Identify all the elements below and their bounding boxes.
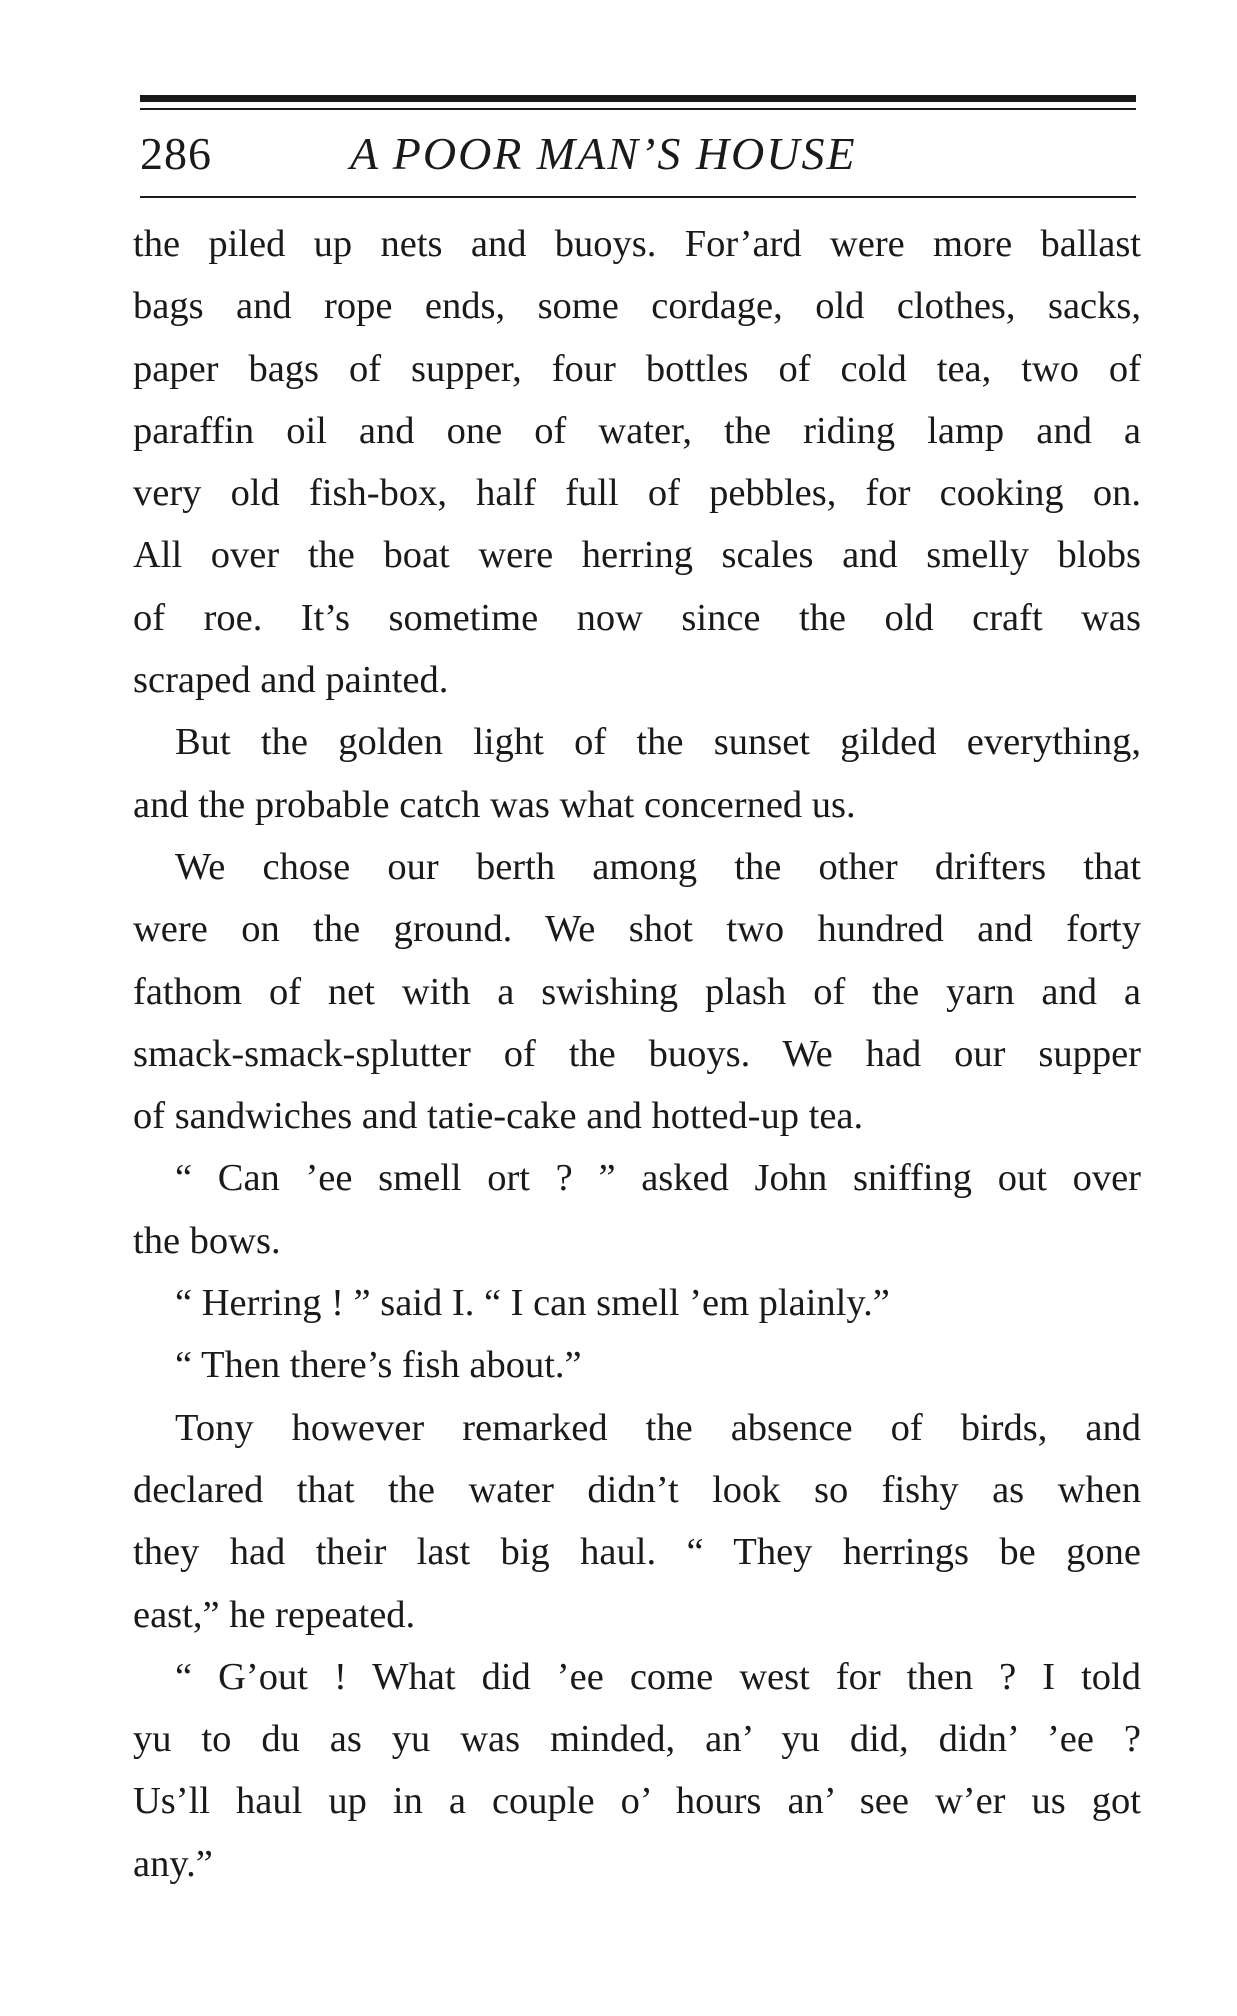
text-line: Us’ll haul up in a couple o’ hours an’ see w’er us got xyxy=(133,1780,1141,1823)
text-line: “ Herring ! ” said I. “ I can smell ’em plainly.” xyxy=(175,1282,890,1325)
text-line: declared that the water didn’t look so fishy as when xyxy=(133,1468,1141,1511)
text-line: any.” xyxy=(133,1842,213,1885)
text-line: fathom of net with a swishing plash of the yarn and a xyxy=(133,970,1141,1013)
text-line: All over the boat were herring scales and smelly blobs xyxy=(133,534,1141,577)
text-line: But the golden light of the sunset gilded everything, xyxy=(175,721,1141,764)
header-rule-thick xyxy=(140,95,1136,102)
text-line: the piled up nets and buoys. For’ard were more ballast xyxy=(133,223,1141,265)
body-text xyxy=(133,213,1141,1895)
text-line: the bows. xyxy=(133,1219,281,1262)
text-line: We chose our berth among the other drifters that xyxy=(175,845,1141,888)
text-line: Tony however remarked the absence of birds, and xyxy=(175,1406,1141,1449)
text-line: east,” he repeated. xyxy=(133,1593,416,1636)
text-line: paraffin oil and one of water, the riding lamp and a xyxy=(133,409,1141,452)
text-line: “ Then there’s fish about.” xyxy=(175,1344,582,1387)
text-line: very old fish-box, half full of pebbles, for cooking on. xyxy=(133,472,1141,515)
text-line: bags and rope ends, some cordage, old clothes, sacks, xyxy=(133,285,1141,328)
text-line: were on the ground. We shot two hundred and forty xyxy=(133,908,1141,951)
text-line: and the probable catch was what concerned us. xyxy=(133,783,856,826)
running-title: A POOR MAN’S HOUSE xyxy=(350,128,857,179)
text-line: “ G’out ! What did ’ee come west for then ? I told xyxy=(175,1655,1141,1698)
text-line: of roe. It’s sometime now since the old craft was xyxy=(133,596,1141,639)
running-head xyxy=(140,124,1136,184)
header-rule-thin xyxy=(140,108,1136,110)
text-line: of sandwiches and tatie-cake and hotted-up tea. xyxy=(133,1095,864,1138)
text-line: yu to du as yu was minded, an’ yu did, didn’ ’ee ? xyxy=(133,1718,1141,1761)
text-line: they had their last big haul. “ They herrings be gone xyxy=(133,1531,1141,1574)
text-line: “ Can ’ee smell ort ? ” asked John sniffing out over xyxy=(175,1157,1141,1200)
text-line: paper bags of supper, four bottles of cold tea, two of xyxy=(133,347,1141,390)
header-rule-bottom xyxy=(140,196,1136,198)
page-number: 286 xyxy=(140,128,212,179)
text-line: scraped and painted. xyxy=(133,659,449,702)
text-line: smack-smack-splutter of the buoys. We had our supper xyxy=(133,1032,1141,1075)
